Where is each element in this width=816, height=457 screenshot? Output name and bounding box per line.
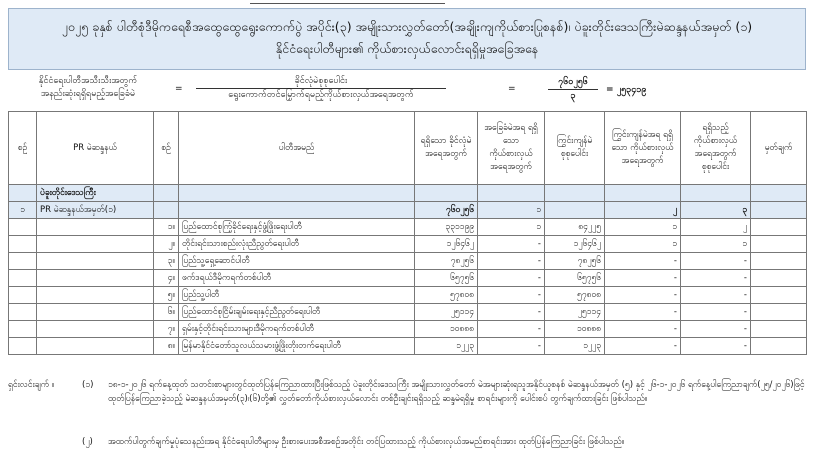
footnote-1-text: ၁၈-၁-၂၀၂၆ ရက်နေ့ထုတ် သတင်းစာများတွင်ထုတ်ပြန်ကြေညာထားပြီးဖြစ်သည့် ပဲခူးတိုင်းဒေသကြီး အမျိုးသားလွှတ်တော် မဲအများဆုံးရသူအနိုင်ယူစနစ် မဲဆန္ဒနယ်အမှတ် (၅) နှင့် ၂၆-၁-၂၀၂၆ ရက်နေ့ပါကြေညာချက်(၂၅/၂၀၂၆)ဖြင့် ထုတ်ပြန်ကြေညာခဲ့သည့် မဲဆန္ဒနယ်အမှတ်(၃)၊(၆)တို့၏ လွှတ်တော်ကိုယ်စားလှယ်လောင်း တစ်ဦးချင်းရရှိသည့် ဆန္ဒမဲရရှိမှု စာရင်းများကို ပေါင်းစပ် တွက်ချက်ထားခြင်း ဖြစ်ပါသည်။: [108, 380, 805, 404]
table-row: [9, 338, 807, 355]
table-row: [9, 270, 807, 287]
table-header-row: [9, 112, 807, 185]
row-votes: ၂၅၁၁၄: [415, 304, 478, 321]
summary-no: ၁: [9, 202, 37, 219]
row-seats-remaining: -: [605, 287, 681, 304]
top-rule: [250, 3, 445, 4]
row-seats-total: -: [681, 253, 751, 270]
row-seats-remaining: ၁: [605, 219, 681, 236]
row-seats-base: -: [478, 287, 545, 304]
row-no: ၅။: [154, 287, 179, 304]
formula-numerator: ခိုင်လုံမဲစုစုပေါင်း: [196, 75, 446, 89]
region-label: ပဲခူးတိုင်းဒေသကြီး: [37, 185, 154, 202]
summary-constituency: PR မဲဆန္ဒနယ်အမှတ်(၁): [37, 202, 154, 219]
row-no: ၈။: [154, 338, 179, 355]
row-no: ၄။: [154, 270, 179, 287]
row-seats-total: ၁: [681, 236, 751, 253]
row-remaining-votes: ၁၂၆၄၆၂: [545, 236, 605, 253]
formula-fraction: [196, 75, 446, 102]
row-seats-total: -: [681, 287, 751, 304]
row-remaining-votes: ၁၂၂၃: [545, 338, 605, 355]
row-no: ၃။: [154, 253, 179, 270]
row-seats-base: -: [478, 321, 545, 338]
footnote-lead: ရှင်းလင်းချက် ။: [8, 380, 55, 390]
row-seats-base: ၁: [478, 219, 545, 236]
col-valid-votes: ရရှိသော ခိုင်လုံမဲ အရေအတွက်: [415, 112, 478, 185]
row-no: ၁။: [154, 219, 179, 236]
formula-denominator: ရွေးကောက်တင်မြှောက်ရမည့်ကိုယ်စားလှယ်အရေအတွက်: [228, 90, 414, 100]
col-no: စဉ်: [9, 112, 37, 185]
row-seats-total: ၂: [681, 219, 751, 236]
footnote-1-number: (၁): [82, 380, 94, 390]
row-votes: ၃၃၁၁၉၉: [415, 219, 478, 236]
row-votes: ၁၂၂၃: [415, 338, 478, 355]
row-seats-base: -: [478, 236, 545, 253]
table-row: [9, 321, 807, 338]
equals-sign-2: =: [508, 84, 516, 94]
footnote-2-number: (၂): [82, 437, 93, 447]
quota-formula: [8, 72, 806, 110]
row-remaining-votes: ၅၇၈၀၈: [545, 287, 605, 304]
col-constituency: PR မဲဆန္ဒနယ်: [37, 112, 154, 185]
formula-result: = ၂၅၃၄၁၉: [606, 85, 647, 95]
row-party: မြန်မာနိုင်ငံတော်သူလယ်သမားဖွံ့ဖြိုးတိုးတက်ရေးပါတီ: [179, 338, 415, 355]
row-votes: ၁၂၆၄၆၂: [415, 236, 478, 253]
result-value: ၂၅၃၄၁၉: [616, 85, 647, 95]
row-seats-total: -: [681, 270, 751, 287]
row-no: ၆။: [154, 304, 179, 321]
row-seats-base: -: [478, 304, 545, 321]
row-seats-base: -: [478, 338, 545, 355]
formula-label-line1: နိုင်ငံရေးပါတီအသီးသီးအတွက်: [38, 76, 138, 86]
row-remaining-votes: ၁၀၈၈၈: [545, 321, 605, 338]
region-row: [9, 185, 807, 202]
table-row: [9, 236, 807, 253]
row-remaining-votes: ၇၈၂၅၆: [545, 253, 605, 270]
row-no: ၇။: [154, 321, 179, 338]
row-seats-remaining: -: [605, 253, 681, 270]
row-seats-remaining: -: [605, 338, 681, 355]
denominator-value: ၃: [570, 91, 576, 101]
summary-remaining-votes: [545, 202, 605, 219]
row-party: ပြည်သူ့ပါတီ: [179, 287, 415, 304]
summary-seats-remaining: ၂: [605, 202, 681, 219]
page-title: ၂၀၂၅ ခုနှစ် ပါတီစုံဒီမိုကရေစီအထွေထွေရွေးကောက်ပွဲ အပိုင်း(၃) အမျိုးသားလွှတ်တော်(အချိုးကျကိုယ်စားပြုစနစ်)၊ ပဲခူးတိုင်းဒေသကြီးမဲဆန္ဒနယ်အမှတ် (၁): [61, 19, 753, 34]
row-party: ပြည်ထောင်စုငြိမ်းချမ်းရေးနှင့်ညီညွတ်ရေးပါတီ: [179, 304, 415, 321]
row-party: ဖက်ဒရယ်ဒီမိုကရက်တစ်ပါတီ: [179, 270, 415, 287]
row-party: ပြည်သူ့ရှေ့ဆောင်ပါတီ: [179, 253, 415, 270]
row-remaining-votes: ၈၄၂၂၅: [545, 219, 605, 236]
row-remaining-votes: ၆၅၇၅၆: [545, 270, 605, 287]
row-seats-remaining: ၁: [605, 236, 681, 253]
row-votes: ၆၅၇၅၆: [415, 270, 478, 287]
row-seats-total: -: [681, 338, 751, 355]
summary-seats-total: ၃: [681, 202, 751, 219]
summary-seats-base: ၁: [478, 202, 545, 219]
row-party: တိုင်းရင်းသားစည်းလုံးညီညွတ်ရေးပါတီ: [179, 236, 415, 253]
row-seats-remaining: -: [605, 304, 681, 321]
formula-value-fraction: [548, 76, 598, 103]
row-no: ၂။: [154, 236, 179, 253]
table-row: [9, 304, 807, 321]
formula-label: [8, 75, 168, 101]
results-table: [8, 111, 807, 355]
footnote-2-text: အထက်ပါတွက်ချက်မှုပုံသေနည်းအရ နိုင်ငံရေးပါတီများမှ ဦးစားပေးအစီအစဉ်အတိုင်း တင်ပြထားသည့် ကိုယ်စားလှယ်အမည်စာရင်းအား ထုတ်ပြန်ကြေညာခြင်း ဖြစ်ပါသည်။: [108, 437, 625, 447]
table-row: [9, 253, 807, 270]
row-seats-remaining: -: [605, 321, 681, 338]
numerator-value: ၇၆၀၂၅၆: [548, 76, 598, 90]
row-votes: ၁၀၈၈၈: [415, 321, 478, 338]
row-seats-base: -: [478, 270, 545, 287]
col-seats-total: ရရှိသည့် ကိုယ်စားလှယ် အရေအတွက် စုစုပေါင်း: [681, 112, 751, 185]
table-row: [9, 219, 807, 236]
col-seats-base: အခြေခံမဲအရ ရရှိသော ကိုယ်စားလှယ် အရေအတွက်: [478, 112, 545, 185]
row-seats-base: -: [478, 253, 545, 270]
row-votes: ၇၈၂၅၆: [415, 253, 478, 270]
row-remaining-votes: ၂၅၁၁၄: [545, 304, 605, 321]
row-party: ရှမ်းနှင့်တိုင်းရင်းသားများဒီမိုကရက်တစ်ပါတီ: [179, 321, 415, 338]
page-title-banner: [8, 8, 806, 70]
row-party: ပြည်ထောင်စုကြံ့ခိုင်ရေးနှင့်ဖွံ့ဖြိုးရေးပါတီ: [179, 219, 415, 236]
page-subtitle: နိုင်ငံရေးပါတီများ၏ ကိုယ်စားလှယ်လောင်းရရှိမှုအခြေအနေ: [275, 41, 539, 56]
row-seats-total: -: [681, 321, 751, 338]
col-remaining-votes: ကြွင်းကျန်မဲ စုစုပေါင်း: [545, 112, 605, 185]
summary-row: [9, 202, 807, 219]
row-votes: ၅၇၈၀၈: [415, 287, 478, 304]
col-no2: စဉ်: [154, 112, 179, 185]
col-party: ပါတီအမည်: [179, 112, 415, 185]
col-seats-remaining: ကြွင်းကျန်မဲအရ ရရှိသော ကိုယ်စားလှယ် အရေအတွက်: [605, 112, 681, 185]
summary-valid-votes: ၇၆၀၂၅၆: [415, 202, 478, 219]
row-seats-total: -: [681, 304, 751, 321]
formula-label-line2: အနည်းဆုံးရရှိရမည့်အခြေခံမဲ: [40, 89, 136, 99]
col-remarks: မှတ်ချက်: [751, 112, 807, 185]
row-seats-remaining: -: [605, 270, 681, 287]
table-row: [9, 287, 807, 304]
equals-sign: =: [175, 84, 183, 94]
